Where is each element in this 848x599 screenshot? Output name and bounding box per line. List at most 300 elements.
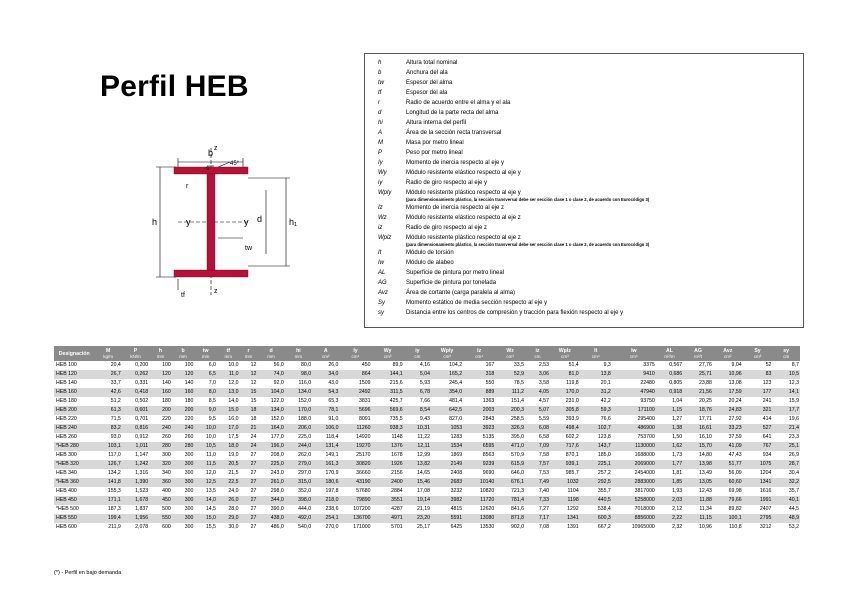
table-cell: 117,0 — [94, 451, 121, 460]
label-tf: tf — [181, 292, 185, 299]
table-cell: 140 — [172, 379, 195, 388]
table-cell: 180 — [149, 397, 172, 406]
profile-designation: HEB 300 — [54, 451, 94, 460]
column-header — [257, 346, 284, 361]
table-cell: 393,9 — [550, 415, 580, 424]
table-cell: 32,2 — [772, 478, 800, 487]
table-cell: 2003 — [463, 406, 495, 415]
table-cell: 134,0 — [285, 388, 312, 397]
column-header-label: Sy — [754, 347, 761, 354]
table-cell: 550 — [463, 379, 495, 388]
table-cell: 7,66 — [404, 397, 431, 406]
table-cell: 177,0 — [257, 433, 284, 442]
table-cell: 3982 — [431, 496, 463, 505]
table-cell: 149,1 — [312, 451, 339, 460]
table-cell: 61,3 — [94, 406, 121, 415]
legend-note: (para dimensionamiento plástico, la sección transversal debe ser sección clase 1 o clase 2, de acuerdo con Eurocódigo 3) — [406, 242, 650, 247]
table-cell: 200 — [149, 406, 172, 415]
table-row — [54, 469, 800, 478]
table-cell: 12620 — [463, 505, 495, 514]
table-cell: 243,0 — [257, 469, 284, 478]
table-cell: 4,05 — [525, 388, 550, 397]
legend-symbol: Iz — [378, 205, 383, 211]
table-cell: 89,82 — [713, 505, 743, 514]
legend-symbol: r — [378, 100, 380, 106]
legend-symbol: iy — [378, 180, 383, 186]
table-cell: 3,58 — [525, 379, 550, 388]
table-cell: 83,2 — [94, 424, 121, 433]
legend-row — [365, 118, 803, 128]
table-cell: 1,011 — [122, 442, 149, 451]
column-header-label: hi — [296, 347, 301, 354]
table-cell: 13,05 — [683, 478, 713, 487]
table-cell: 196,0 — [257, 442, 284, 451]
table-cell: 16,61 — [683, 424, 713, 433]
column-header-unit: mm — [156, 353, 165, 359]
legend-description: Módulo resistente plástico respecto al eje z — [406, 235, 521, 241]
table-cell: 1,77 — [656, 460, 683, 469]
column-header-label: A — [323, 347, 328, 354]
table-cell: 51,77 — [713, 460, 743, 469]
table-cell: 889 — [463, 388, 495, 397]
table-cell: 0,686 — [656, 370, 683, 379]
column-header — [285, 346, 312, 361]
table-cell: 240 — [149, 424, 172, 433]
table-cell: 123,8 — [580, 433, 612, 442]
table-cell: 481,4 — [431, 397, 463, 406]
table-cell: 33,23 — [713, 424, 743, 433]
table-cell: 864 — [339, 370, 371, 379]
table-cell: 5,93 — [404, 379, 431, 388]
legend-symbol: Wy — [378, 170, 387, 176]
table-cell: 5,04 — [404, 370, 431, 379]
column-header-label: Iz — [477, 347, 482, 354]
table-cell: 27 — [240, 514, 258, 523]
table-cell: 28,7 — [772, 460, 800, 469]
table-cell: 118,4 — [312, 433, 339, 442]
table-cell: 7,53 — [525, 469, 550, 478]
table-cell: 16,10 — [683, 433, 713, 442]
legend-description: Altura total nominal — [406, 60, 458, 66]
column-header — [94, 346, 121, 361]
legend-description: Radio de giro respecto al eje y — [406, 180, 488, 186]
column-header-unit: cm⁶ — [629, 353, 638, 359]
table-cell: 1,62 — [656, 442, 683, 451]
table-cell: 1032 — [550, 478, 580, 487]
column-header-unit: cm⁴ — [351, 353, 360, 359]
table-cell: 18,0 — [217, 442, 240, 451]
legend-symbol: It — [378, 250, 382, 256]
table-cell: 69,98 — [713, 487, 743, 496]
table-cell: 753700 — [612, 433, 656, 442]
table-cell: 245,4 — [431, 379, 463, 388]
table-cell: 12,3 — [772, 379, 800, 388]
table-cell: 9,43 — [404, 415, 431, 424]
table-cell: 27 — [240, 496, 258, 505]
table-cell: 7,57 — [525, 460, 550, 469]
table-cell: 37,59 — [713, 433, 743, 442]
column-header-label: AG — [694, 347, 702, 354]
table-cell: 225,0 — [257, 460, 284, 469]
table-cell: 18 — [240, 415, 258, 424]
table-cell: 13,98 — [683, 460, 713, 469]
legend-row — [365, 248, 803, 258]
table-cell: 47,43 — [713, 451, 743, 460]
table-cell: 170,9 — [312, 469, 339, 478]
table-row — [54, 505, 800, 514]
table-cell: 78,5 — [495, 379, 525, 388]
column-header-label: iy — [415, 347, 420, 354]
table-cell: 615,9 — [495, 460, 525, 469]
table-cell: 1616 — [743, 487, 773, 496]
table-row — [54, 496, 800, 505]
table-cell: 27,76 — [683, 361, 713, 370]
table-cell: 13530 — [463, 523, 495, 532]
table-cell: 14,0 — [217, 397, 240, 406]
table-cell: 827,0 — [431, 415, 463, 424]
legend-row — [365, 178, 803, 188]
legend-description: Superficie de pintura por metro lineal — [406, 270, 505, 276]
table-cell: 13,08 — [713, 379, 743, 388]
table-cell: 160 — [172, 388, 195, 397]
table-cell: 56,0 — [257, 361, 284, 370]
column-header — [240, 346, 258, 361]
table-cell: 0,816 — [122, 424, 149, 433]
table-cell: 116,0 — [285, 379, 312, 388]
profile-designation: HEB 200 — [54, 406, 94, 415]
column-header-label: tf — [226, 347, 230, 354]
table-cell: 5701 — [372, 523, 404, 532]
column-header-label: Wz — [506, 347, 514, 354]
table-cell: 10140 — [463, 478, 495, 487]
table-header-row — [54, 346, 800, 361]
table-cell: 4,57 — [525, 397, 550, 406]
legend-row — [365, 138, 803, 148]
column-header-label: Wply — [440, 347, 454, 354]
label-z-top: z — [214, 145, 218, 152]
legend-symbol: Sy — [378, 300, 386, 306]
table-cell: 165,2 — [431, 370, 463, 379]
table-cell: 1391 — [550, 523, 580, 532]
column-header — [122, 346, 149, 361]
table-cell: 15,70 — [683, 442, 713, 451]
table-cell: 123 — [743, 379, 773, 388]
column-header-label: Wplz — [558, 347, 571, 354]
table-cell: 9,04 — [713, 361, 743, 370]
table-cell: 34,0 — [312, 370, 339, 379]
table-cell: 59,3 — [580, 406, 612, 415]
legend-symbol: A — [378, 130, 383, 136]
table-cell: 24,83 — [713, 406, 743, 415]
table-cell: 500 — [149, 505, 172, 514]
table-cell: 295400 — [612, 415, 656, 424]
column-header — [772, 346, 800, 361]
table-cell: 102,7 — [580, 424, 612, 433]
table-cell: 4287 — [372, 505, 404, 514]
table-cell: 21,4 — [772, 424, 800, 433]
table-cell: 1104 — [550, 487, 580, 496]
table-cell: 2454000 — [612, 469, 656, 478]
table-cell: 2,078 — [122, 523, 149, 532]
legend-symbol: iz — [378, 225, 383, 231]
table-cell: 297,0 — [285, 469, 312, 478]
table-cell: 1148 — [372, 433, 404, 442]
legend-description: Área de la sección recta transversal — [406, 130, 502, 136]
table-cell: 262,0 — [285, 451, 312, 460]
legend-row — [365, 148, 803, 158]
table-cell: 42,2 — [580, 397, 612, 406]
table-cell: 48,9 — [772, 514, 800, 523]
table-cell: 7,27 — [525, 505, 550, 514]
column-header — [495, 346, 525, 361]
column-header-unit: kg/m — [103, 353, 113, 359]
column-header — [683, 346, 713, 361]
table-cell: 7,08 — [525, 523, 550, 532]
table-cell: 152,0 — [285, 397, 312, 406]
table-cell: 240 — [172, 424, 195, 433]
table-cell: 3923 — [463, 424, 495, 433]
table-cell: 10,5 — [194, 442, 217, 451]
table-cell: 2,03 — [656, 496, 683, 505]
label-b: b — [208, 148, 214, 158]
column-header-label: Avz — [723, 347, 733, 354]
table-cell: 5,07 — [525, 406, 550, 415]
table-cell: 260 — [172, 433, 195, 442]
table-row — [54, 460, 800, 469]
table-cell: 1991 — [743, 496, 773, 505]
table-cell: 25,17 — [404, 523, 431, 532]
table-cell: 781,4 — [495, 496, 525, 505]
table-cell: 29,0 — [217, 514, 240, 523]
table-row — [54, 442, 800, 451]
legend-row — [365, 278, 803, 288]
table-cell: 106,0 — [312, 424, 339, 433]
column-header-unit: mm — [267, 353, 275, 359]
table-cell: 1376 — [372, 442, 404, 451]
legend-description: Distancia entre los centros de compresión y tracción para flexión respecto al eje y — [406, 310, 624, 316]
table-cell: 395,0 — [495, 433, 525, 442]
table-row — [54, 397, 800, 406]
table-cell: 1,04 — [656, 397, 683, 406]
table-cell: 1,38 — [656, 424, 683, 433]
table-cell: 279,0 — [285, 460, 312, 469]
table-cell: 23,3 — [772, 433, 800, 442]
table-row — [54, 379, 800, 388]
table-cell: 1678 — [372, 451, 404, 460]
table-cell: 12,0 — [194, 469, 217, 478]
table-cell: 74,0 — [257, 370, 284, 379]
column-header-label: b — [181, 347, 185, 354]
table-cell: 44,5 — [772, 505, 800, 514]
table-cell: 10,5 — [772, 370, 800, 379]
table-cell: 414 — [743, 415, 773, 424]
profile-designation: HEB 550 — [54, 514, 94, 523]
table-cell: 0,918 — [656, 388, 683, 397]
table-cell: 492,0 — [285, 514, 312, 523]
column-header — [404, 346, 431, 361]
table-cell: 9239 — [463, 460, 495, 469]
legend-description: Momento de inercia respecto al eje z — [406, 205, 505, 211]
table-cell: 450 — [149, 496, 172, 505]
table-cell: 280 — [172, 442, 195, 451]
table-cell: 144,1 — [372, 370, 404, 379]
legend-description: Masa por metro lineal — [406, 140, 464, 146]
table-cell: 177 — [743, 388, 773, 397]
table-cell: 111,2 — [495, 388, 525, 397]
table-cell: 17,08 — [404, 487, 431, 496]
table-cell: 10820 — [463, 487, 495, 496]
legend-symbol: d — [378, 110, 382, 116]
table-cell: 3,06 — [525, 370, 550, 379]
label-h1: h₁ — [289, 217, 298, 227]
table-cell: 238,6 — [312, 505, 339, 514]
table-cell: 160 — [149, 388, 172, 397]
column-header-unit: cm⁴ — [591, 353, 600, 359]
table-cell: 3551 — [372, 496, 404, 505]
table-cell: 14,80 — [683, 451, 713, 460]
table-cell: 646,0 — [495, 469, 525, 478]
table-cell: 7,40 — [525, 487, 550, 496]
table-cell: 225,1 — [580, 460, 612, 469]
legend-description: Superficie de pintura por tonelada — [406, 280, 497, 286]
table-cell: 171000 — [339, 523, 371, 532]
table-cell: 7018000 — [612, 505, 656, 514]
table-cell: 71,5 — [94, 415, 121, 424]
label-h: h — [152, 217, 158, 227]
legend-description: Longitud de la parte recta del alma — [406, 110, 499, 116]
table-cell: 5591 — [431, 514, 463, 523]
table-cell: 22480 — [612, 379, 656, 388]
profile-designation: HEB 340 — [54, 469, 94, 478]
table-cell: 122,0 — [257, 397, 284, 406]
table-cell: 340 — [149, 469, 172, 478]
profile-designation: *HEB 360 — [54, 478, 94, 487]
table-cell: 26,0 — [312, 361, 339, 370]
table-cell: 22,5 — [217, 478, 240, 487]
label-tw: tw — [245, 245, 252, 252]
legend-row — [365, 168, 803, 178]
legend-row — [365, 98, 803, 108]
legend-description: Altura interna del perfil — [406, 120, 467, 126]
table-cell: 870,1 — [550, 451, 580, 460]
table-cell: 641 — [743, 433, 773, 442]
table-row — [54, 514, 800, 523]
table-cell: 187,3 — [94, 505, 121, 514]
legend-symbol: Wplz — [378, 235, 392, 241]
table-cell: 126,7 — [94, 460, 121, 469]
column-header-unit: m²/t — [694, 353, 702, 359]
table-cell: 10,96 — [683, 523, 713, 532]
column-header-unit: cm³ — [561, 353, 569, 359]
table-cell: 12,43 — [683, 487, 713, 496]
table-cell: 18,76 — [683, 406, 713, 415]
table-cell: 93,0 — [94, 433, 121, 442]
table-cell: 36660 — [339, 469, 371, 478]
table-cell: 11,0 — [217, 370, 240, 379]
table-cell: 3212 — [743, 523, 773, 532]
table-cell: 155,3 — [94, 487, 121, 496]
table-cell: 23,88 — [683, 379, 713, 388]
legend-symbol: AG — [378, 280, 387, 286]
column-header-unit: cm⁴ — [475, 353, 484, 359]
table-cell: 550 — [149, 514, 172, 523]
table-cell: 570,9 — [495, 451, 525, 460]
legend-row — [365, 158, 803, 168]
legend-row — [365, 223, 803, 233]
table-cell: 360 — [149, 478, 172, 487]
table-cell: 2,53 — [525, 361, 550, 370]
legend-symbol: Iw — [378, 260, 384, 266]
table-cell: 81,0 — [550, 370, 580, 379]
table-cell: 5,59 — [525, 415, 550, 424]
table-cell: 11,5 — [194, 460, 217, 469]
table-cell: 450 — [339, 361, 371, 370]
table-cell: 2407 — [743, 505, 773, 514]
table-cell: 24 — [240, 442, 258, 451]
column-header-label: sy — [783, 347, 790, 354]
column-header-label: r — [247, 347, 250, 354]
table-cell: 15,5 — [194, 523, 217, 532]
table-cell: 261,0 — [257, 478, 284, 487]
table-cell: 2156 — [372, 469, 404, 478]
table-cell: 721,3 — [495, 487, 525, 496]
table-cell: 540,0 — [285, 523, 312, 532]
legend-description: Espesor del alma — [406, 80, 453, 86]
table-cell: 188,0 — [285, 415, 312, 424]
table-cell: 28,0 — [217, 505, 240, 514]
table-cell: 871,8 — [495, 514, 525, 523]
table-cell: 300 — [172, 523, 195, 532]
table-cell: 24 — [240, 433, 258, 442]
table-cell: 11720 — [463, 496, 495, 505]
table-cell: 1688000 — [612, 451, 656, 460]
table-cell: 600 — [149, 523, 172, 532]
table-cell: 292,5 — [580, 478, 612, 487]
table-cell: 141,8 — [94, 478, 121, 487]
table-cell: 7,09 — [525, 442, 550, 451]
table-cell: 4971 — [372, 514, 404, 523]
profile-designation: HEB 160 — [54, 388, 94, 397]
table-row — [54, 487, 800, 496]
table-cell: 6,0 — [194, 361, 217, 370]
table-cell: 15,9 — [772, 397, 800, 406]
table-cell: 344,0 — [257, 496, 284, 505]
table-cell: 225,0 — [285, 433, 312, 442]
table-cell: 2,32 — [656, 523, 683, 532]
table-cell: 9690 — [463, 469, 495, 478]
table-cell: 600,3 — [580, 514, 612, 523]
table-row — [54, 406, 800, 415]
table-cell: 14,65 — [404, 469, 431, 478]
table-cell: 220 — [172, 415, 195, 424]
table-cell: 486900 — [612, 424, 656, 433]
table-cell: 136700 — [339, 514, 371, 523]
legend-description: Momento de inercia respecto al eje y — [406, 160, 505, 166]
table-cell: 841,6 — [495, 505, 525, 514]
table-cell: 43,0 — [312, 379, 339, 388]
column-header-label: Designación — [58, 350, 90, 357]
legend-description: Radio de acuerdo entre el alma y el ala — [406, 100, 511, 106]
table-cell: 2843 — [463, 415, 495, 424]
table-cell: 12 — [240, 379, 258, 388]
table-cell: 27 — [240, 487, 258, 496]
table-cell: 11,15 — [683, 514, 713, 523]
table-cell: 164,0 — [257, 424, 284, 433]
table-cell: 60,60 — [713, 478, 743, 487]
column-header — [217, 346, 240, 361]
profile-designation: HEB 100 — [54, 361, 94, 370]
i-beam-drawing — [148, 140, 318, 300]
